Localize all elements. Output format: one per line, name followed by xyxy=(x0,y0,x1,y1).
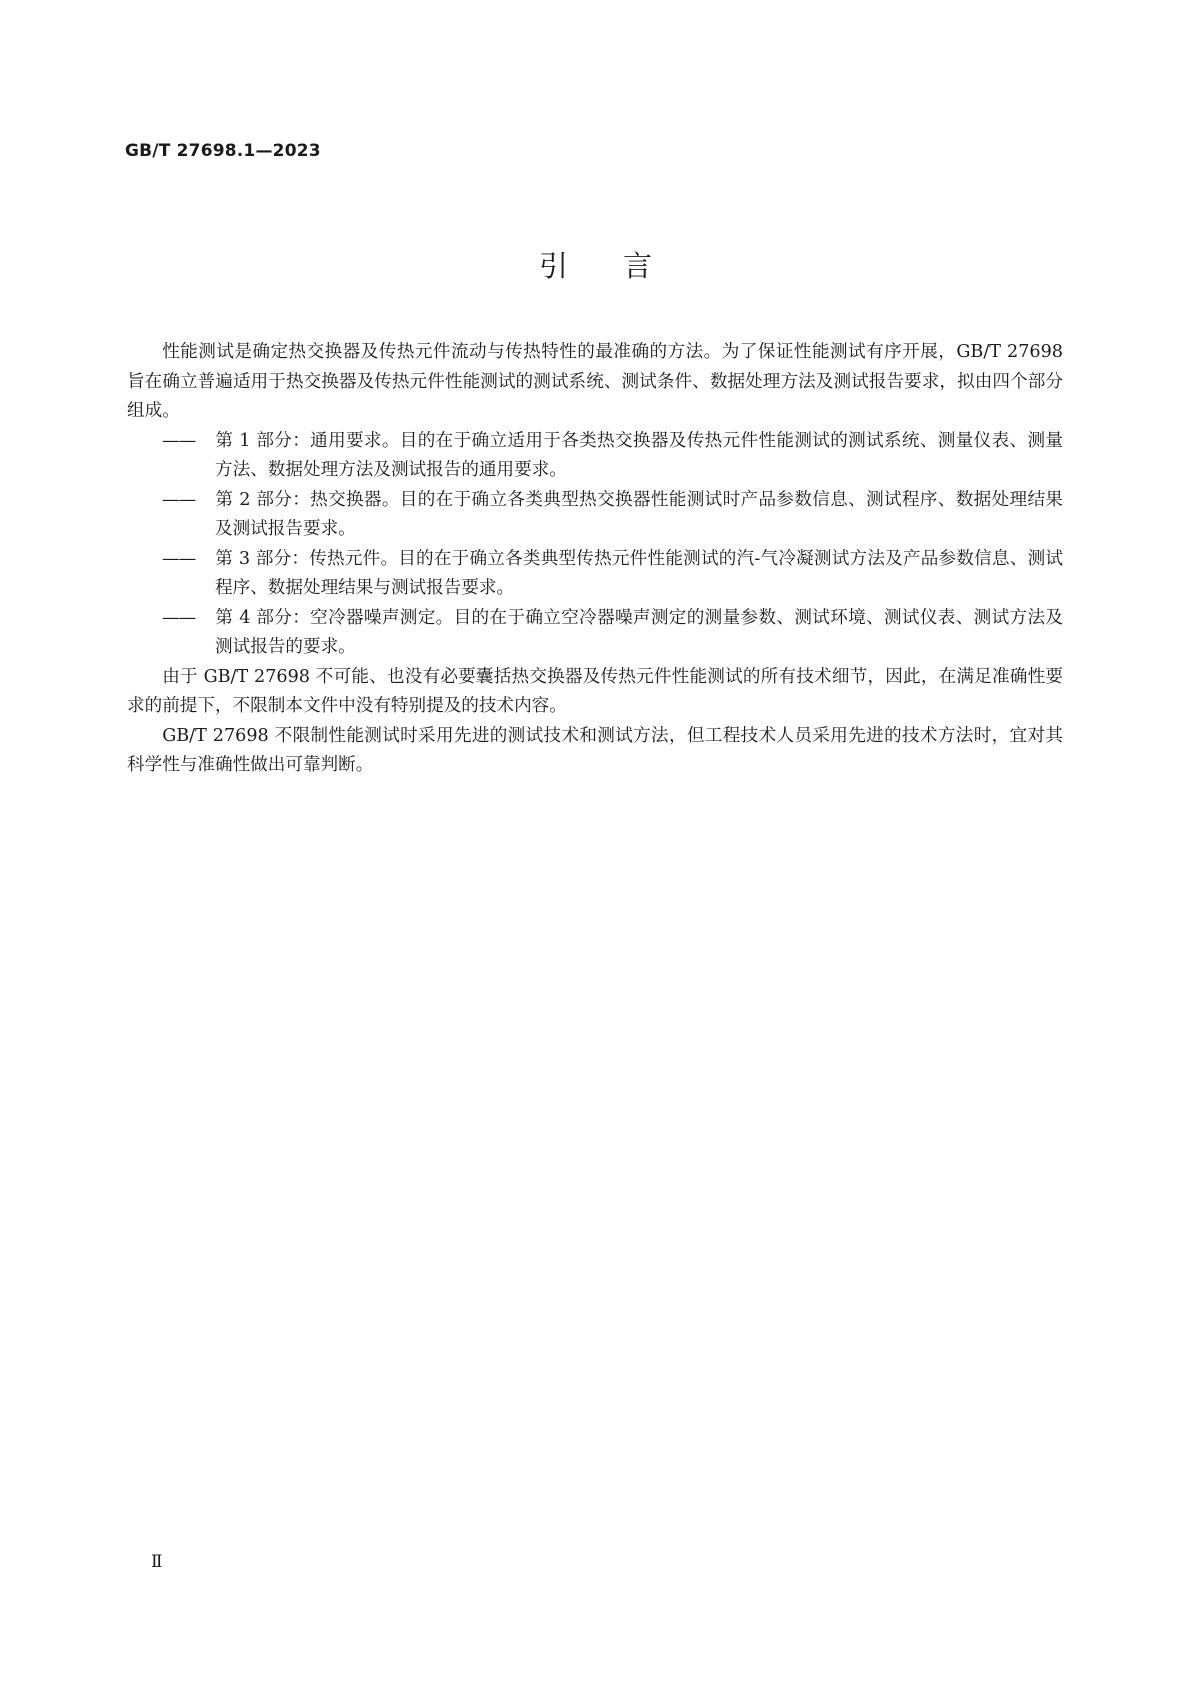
standard-code: GB/T 27698.1—2023 xyxy=(125,141,321,161)
list-dash: —— xyxy=(162,607,196,628)
list-item-text: 第 2 部分：热交换器。目的在于确立各类典型热交换器性能测试时产品参数信息、测试程序、数据处理结果及测试报告要求。 xyxy=(215,489,1063,539)
list-item-part-2 xyxy=(127,486,1063,545)
document-body xyxy=(127,338,1063,781)
list-item-text: 第 4 部分：空冷器噪声测定。目的在于确立空冷器噪声测定的测量参数、测试环境、测试仪表、测试方法及测试报告的要求。 xyxy=(215,607,1063,657)
page-number: Ⅱ xyxy=(151,1552,163,1572)
paragraph-scope: 由于 GB/T 27698 不可能、也没有必要囊括热交换器及传热元件性能测试的所有技术细节，因此，在满足准确性要求的前提下，不限制本文件中没有特别提及的技术内容。 xyxy=(127,666,1063,716)
page-title: 引言 xyxy=(538,249,707,283)
intro-paragraph: 性能测试是确定热交换器及传热元件流动与传热特性的最准确的方法。为了保证性能测试有序开展，GB/T 27698 旨在确立普遍适用于热交换器及传热元件性能测试的测试系统、测试条件、数据处理方法及测试报告要求，拟由四个部分组成。 xyxy=(127,342,1063,421)
list-item-text: 第 3 部分：传热元件。目的在于确立各类典型传热元件性能测试的汽-气冷凝测试方法及产品参数信息、测试程序、数据处理结果与测试报告要求。 xyxy=(215,548,1063,598)
list-item-part-1 xyxy=(127,427,1063,486)
list-item-text: 第 1 部分：通用要求。目的在于确立适用于各类热交换器及传热元件性能测试的测试系统、测量仪表、测量方法、数据处理方法及测试报告的通用要求。 xyxy=(215,430,1063,480)
list-dash: —— xyxy=(162,430,196,451)
list-dash: —— xyxy=(162,548,196,569)
paragraph-methods: GB/T 27698 不限制性能测试时采用先进的测试技术和测试方法，但工程技术人员采用先进的技术方法时，宜对其科学性与准确性做出可靠判断。 xyxy=(127,725,1063,775)
list-dash: —— xyxy=(162,489,196,510)
list-item-part-4 xyxy=(127,604,1063,663)
list-item-part-3 xyxy=(127,545,1063,604)
